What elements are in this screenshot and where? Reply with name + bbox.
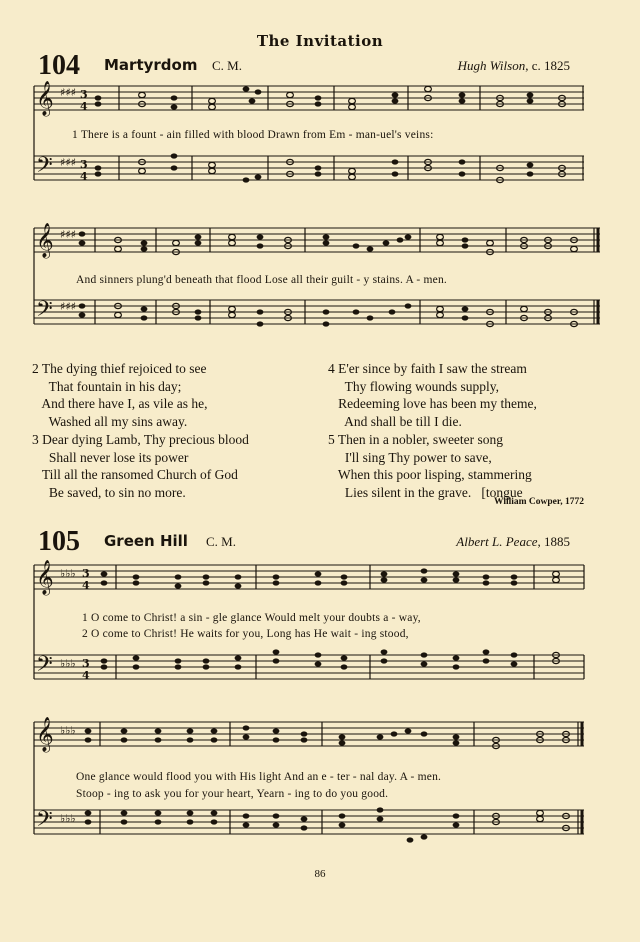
hymn-104-meter: C. M. bbox=[212, 58, 242, 73]
svg-text:4: 4 bbox=[80, 170, 88, 183]
svg-text:♭♭♭: ♭♭♭ bbox=[60, 657, 76, 670]
hymn-104-music-system-2 bbox=[0, 218, 640, 358]
svg-text:𝄞: 𝄞 bbox=[36, 81, 54, 116]
hymn-105-lyric-verse-2-line-2: Stoop - ing to ask you for your heart, Yearn - ing to do you good. bbox=[76, 788, 389, 800]
hymn-105-meter: C. M. bbox=[206, 534, 236, 549]
svg-text:♭♭♭: ♭♭♭ bbox=[60, 724, 76, 737]
hymn-104-verse-4: 4 E'er since by faith I saw the stream Thy flowing wounds supply, Redeeming love has been my theme, And shall be till I die. bbox=[328, 361, 537, 429]
hymn-104-number: 104 bbox=[38, 50, 80, 81]
hymn-105-tune-name: Green Hill bbox=[104, 532, 188, 550]
page-number: 86 bbox=[314, 868, 326, 880]
svg-text:3: 3 bbox=[80, 158, 88, 171]
svg-text:𝄞: 𝄞 bbox=[36, 717, 54, 752]
svg-text:♭♭♭: ♭♭♭ bbox=[60, 812, 76, 825]
svg-text:4: 4 bbox=[80, 100, 88, 113]
hymn-104-verse-2: 2 The dying thief rejoiced to see That fountain in his day; And there have I, as vile as he, Washed all my sins away. bbox=[32, 361, 208, 429]
svg-text:4: 4 bbox=[82, 579, 90, 592]
hymn-104-attribution: William Cowper, 1772 bbox=[494, 497, 584, 507]
hymn-104-composer: Hugh Wilson, c. 1825 bbox=[457, 58, 570, 73]
hymn-104-lyric-line-2: And sinners plung'd beneath that flood Lose all their guilt - y stains. A - men. bbox=[76, 274, 448, 286]
hymn-105-lyric-verse-1-line-1: 1 O come to Christ! a sin - gle glance Would melt your doubts a - way, bbox=[82, 612, 421, 624]
hymn-104-tune-name: Martyrdom bbox=[104, 56, 198, 74]
svg-text:3: 3 bbox=[80, 88, 88, 101]
hymn-104-verse-3: 3 Dear dying Lamb, Thy precious blood Shall never lose its power Till all the ransomed Church of God Be saved, to sin no more. bbox=[32, 432, 249, 500]
svg-text:4: 4 bbox=[82, 669, 90, 682]
svg-text:𝄢: 𝄢 bbox=[36, 807, 53, 837]
svg-text:♯♯♯: ♯♯♯ bbox=[60, 86, 76, 99]
svg-text:3: 3 bbox=[82, 567, 90, 580]
section-title: The Invitation bbox=[256, 32, 384, 50]
svg-text:𝄞: 𝄞 bbox=[36, 223, 54, 258]
svg-text:𝄞: 𝄞 bbox=[36, 560, 54, 595]
hymn-105-number: 105 bbox=[38, 526, 80, 557]
svg-text:♭♭♭: ♭♭♭ bbox=[60, 567, 76, 580]
hymn-104-lyric-line-1: 1 There is a fount - ain filled with blood Drawn from Em - man-uel's veins: bbox=[72, 129, 434, 141]
svg-text:♯♯♯: ♯♯♯ bbox=[60, 300, 76, 313]
hymn-105-composer: Albert L. Peace, 1885 bbox=[456, 534, 570, 549]
svg-text:𝄢: 𝄢 bbox=[36, 297, 53, 327]
hymn-105-lyric-verse-1-line-2: One glance would flood you with His light And an e - ter - nal day. A - men. bbox=[76, 771, 442, 783]
svg-text:♯♯♯: ♯♯♯ bbox=[60, 156, 76, 169]
hymn-104-music-system-1 bbox=[0, 76, 640, 216]
svg-text:3: 3 bbox=[82, 657, 90, 670]
svg-text:𝄢: 𝄢 bbox=[36, 153, 53, 183]
svg-text:♯♯♯: ♯♯♯ bbox=[60, 228, 76, 241]
svg-text:𝄢: 𝄢 bbox=[36, 652, 53, 682]
hymn-105-lyric-verse-2-line-1: 2 O come to Christ! He waits for you, Long has He wait - ing stood, bbox=[82, 628, 409, 640]
hymn-104-verse-5: 5 Then in a nobler, sweeter song I'll sing Thy power to save, When this poor lisping, stammering Lies silent in the grave. [tongue bbox=[328, 432, 532, 500]
